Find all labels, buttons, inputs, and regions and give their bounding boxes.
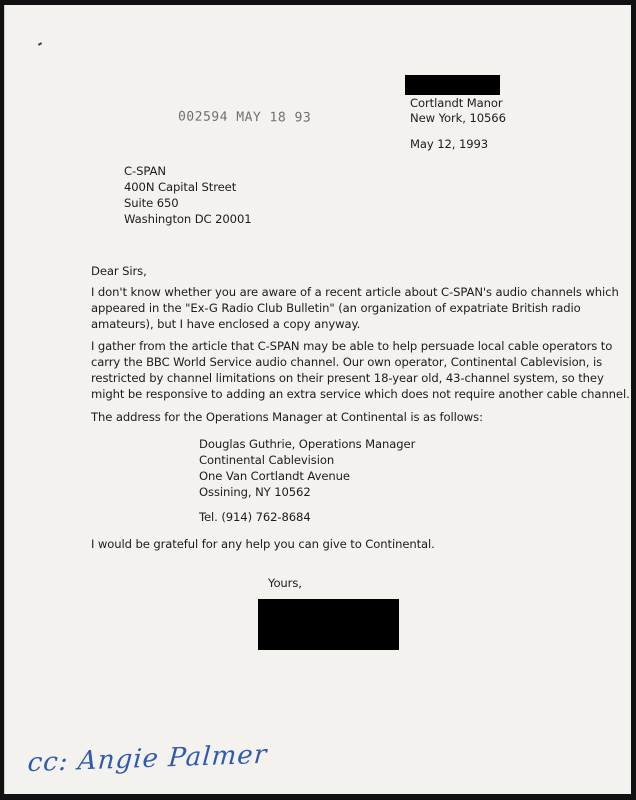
paragraph-2-line: I gather from the article that C-SPAN may be able to help persuade local cable operators to [91, 339, 613, 353]
paragraph-2-line: might be responsive to adding an extra service which does not require another cable channel. [91, 387, 630, 401]
contact-line2: Continental Cablevision [199, 453, 335, 467]
letter-date: May 12, 1993 [410, 137, 489, 151]
sender-address-line2: New York, 10566 [410, 111, 506, 125]
paragraph-1-line: appeared in the "Ex-G Radio Club Bulletin" (an organization of expatriate British radio [91, 301, 581, 315]
paragraph-2 [91, 338, 630, 402]
received-date-stamp: 002594 MAY 18 93 [177, 109, 312, 126]
paragraph-2-line: carry the BBC World Service audio channel. Our own operator, Continental Cablevision, is [91, 355, 603, 369]
recipient-line1: C-SPAN [124, 164, 166, 178]
closing: Yours, [268, 576, 302, 590]
contact-phone: Tel. (914) 762-8684 [199, 510, 311, 524]
recipient-line4: Washington DC 20001 [124, 212, 252, 226]
paragraph-4: I would be grateful for any help you can give to Continental. [91, 537, 435, 551]
contact-line4: Ossining, NY 10562 [199, 485, 311, 499]
sender-address-line1: Cortlandt Manor [410, 96, 503, 110]
contact-line3: One Van Cortlandt Avenue [199, 469, 350, 483]
paragraph-1-line: amateurs), but I have enclosed a copy anyway. [91, 317, 361, 331]
handwritten-cc-note: cc: Angie Palmer [26, 739, 269, 779]
redacted-signature [258, 599, 399, 650]
recipient-line3: Suite 650 [124, 196, 179, 210]
redacted-sender-name [405, 75, 500, 95]
salutation: Dear Sirs, [91, 264, 147, 278]
contact-line1: Douglas Guthrie, Operations Manager [199, 437, 416, 451]
recipient-line2: 400N Capital Street [124, 180, 237, 194]
paragraph-1 [91, 284, 619, 332]
paragraph-3: The address for the Operations Manager at Continental is as follows: [91, 410, 483, 424]
paragraph-1-line: I don't know whether you are aware of a recent article about C-SPAN's audio channels which [91, 285, 619, 299]
paragraph-2-line: restricted by channel limitations on their present 18-year old, 43-channel system, so they [91, 371, 604, 385]
